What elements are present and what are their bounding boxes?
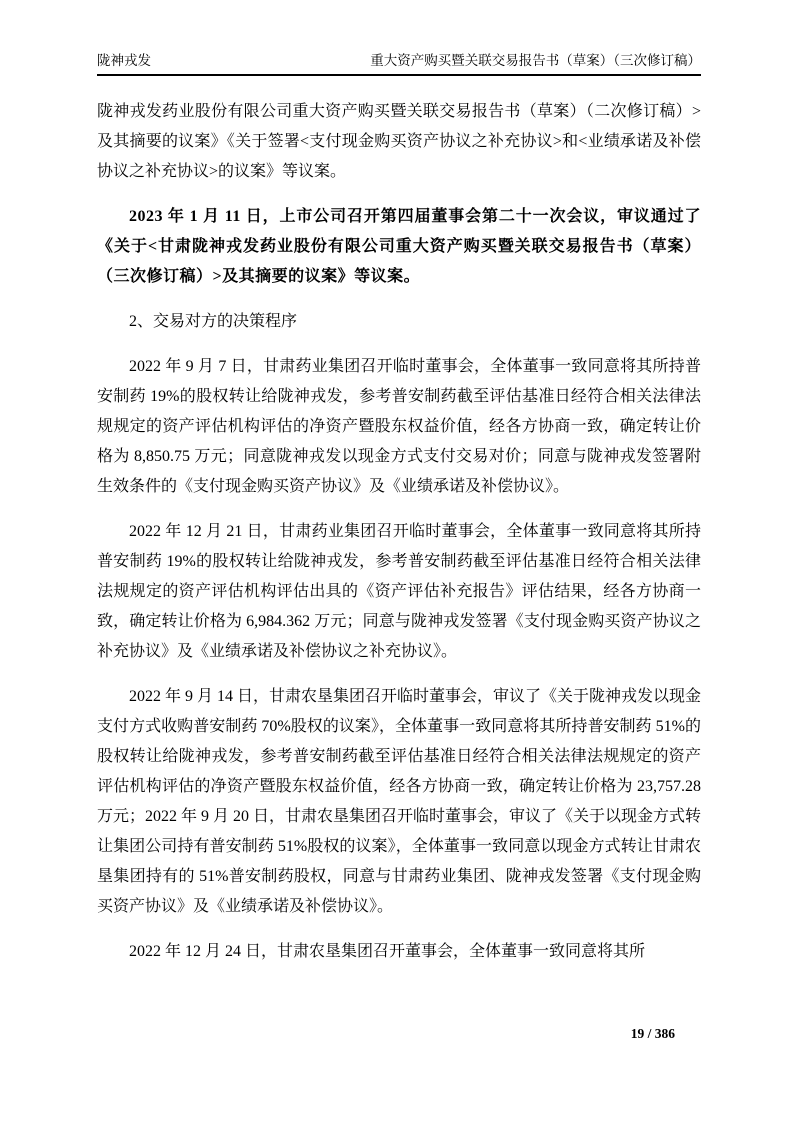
page-number: 19 / 386 — [630, 1026, 675, 1041]
document-body — [97, 97, 701, 967]
page-footer — [631, 1026, 675, 1042]
page-header — [97, 53, 701, 76]
paragraph-gansu-nongken-board-20221224: 2022 年 12 月 24 日，甘肃农垦集团召开董事会，全体董事一致同意将其所 — [129, 943, 646, 960]
header-report-title: 重大资产购买暨关联交易报告书（草案）（三次修订稿） — [370, 53, 701, 68]
paragraph-gansu-nongken-board-20220914: 2022 年 9 月 14 日，甘肃农垦集团召开临时董事会，审议了《关于陇神戎发以现金支付方式收购普安制药 70%股权的议案》，全体董事一致同意将其所持普安制药 51%的股权转让给陇神戎发，参考普安制药截至评估基准日经符合相关法律法规规定的资产评估机构评估的净资产暨股东权益价值，经各方协商一致，确定转让价格为 23,757.28 万元；2022 年 9 月 20 日，甘肃农垦集团召开临时董事会，审议了《关于以现金方式转让集团公司持有普安制药 51%股权的议案》，全体董事一致同意以现金方式转让甘肃农垦集团持有的 51%普安制药股权，同意与甘肃药业集团、陇神戎发签署《支付现金购买资产协议》及《业绩承诺及补偿协议》。 — [97, 688, 702, 915]
paragraph-gansu-pharma-board-20220907: 2022 年 9 月 7 日，甘肃药业集团召开临时董事会，全体董事一致同意将其所持普安制药 19%的股权转让给陇神戎发，参考普安制药截至评估基准日经符合相关法律法规规定的资产评估机构评估的净资产暨股东权益价值，经各方协商一致，确定转让价格为 8,850.75 万元；同意陇神戎发以现金方式支付交易对价；同意与陇神戎发签署附生效条件的《支付现金购买资产协议》及《业绩承诺及补偿协议》。 — [97, 358, 701, 495]
paragraph-gansu-pharma-board-20221221: 2022 年 12 月 21 日，甘肃药业集团召开临时董事会，全体董事一致同意将其所持普安制药 19%的股权转让给陇神戎发，参考普安制药截至评估基准日经符合相关法律法规规定的资产评估机构评估出具的《资产评估补充报告》评估结果，经各方协商一致，确定转让价格为 6,984.362 万元；同意与陇神戎发签署《支付现金购买资产协议之补充协议》及《业绩承诺及补偿协议之补充协议》。 — [97, 523, 701, 660]
paragraph-board-resolution-2023: 2023 年 1 月 11 日，上市公司召开第四届董事会第二十一次会议，审议通过了《关于<甘肃陇神戎发药业股份有限公司重大资产购买暨关联交易报告书（草案）（三次修订稿）>及其摘要的议案》等议案。 — [97, 208, 701, 285]
paragraph-continued-from-previous-page: 陇神戎发药业股份有限公司重大资产购买暨关联交易报告书（草案）（二次修订稿）>及其摘要的议案》《关于签署<支付现金购买资产协议之补充协议>和<业绩承诺及补偿协议之补充协议>的议案》等议案。 — [97, 103, 701, 180]
section-heading-counterparty-decision-procedure: 2、交易对方的决策程序 — [129, 313, 298, 330]
header-company-short-name: 陇神戎发 — [97, 53, 151, 68]
